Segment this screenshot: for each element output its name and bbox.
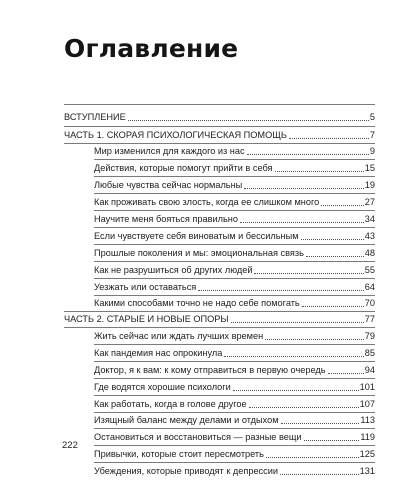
entry-title: ВСТУПЛЕНИЕ (64, 112, 126, 122)
dot-leader (289, 138, 369, 139)
page-number: 222 (62, 440, 78, 451)
divider (94, 227, 375, 228)
toc-entry (94, 247, 375, 259)
toc-entry (94, 297, 375, 309)
dot-leader (304, 440, 360, 441)
dot-leader (198, 290, 363, 291)
dot-leader (306, 256, 364, 257)
dot-leader (249, 407, 359, 408)
entry-title: Доктор, я к вам: к кому отправиться в первую очередь (94, 365, 326, 375)
entry-page: 101 (359, 382, 375, 392)
divider (94, 210, 375, 211)
toc-entry (94, 347, 375, 359)
dot-leader (128, 120, 369, 121)
divider (94, 445, 375, 446)
toc-entry-part-1 (64, 129, 375, 141)
entry-title: Убеждения, которые приводят к депрессии (94, 466, 279, 476)
entry-page: 131 (359, 466, 375, 476)
entry-page: 34 (364, 214, 375, 224)
entry-title: Действия, которые помогут прийти в себя (94, 163, 273, 173)
toc-entry (94, 431, 375, 443)
entry-page: 48 (364, 248, 375, 258)
entry-page: 64 (364, 282, 375, 292)
divider (94, 378, 375, 379)
toc-entry (94, 281, 375, 293)
entry-title: Любые чувства сейчас нормальны (94, 180, 243, 190)
toc-heading: Оглавление (64, 34, 239, 63)
dot-leader (224, 356, 363, 357)
toc-entry (94, 230, 375, 242)
entry-page: 113 (360, 415, 375, 425)
divider (94, 278, 375, 279)
entry-page: 7 (369, 130, 375, 140)
dot-leader (231, 322, 364, 323)
entry-page: 107 (359, 399, 375, 409)
divider (94, 412, 375, 413)
entry-title: Как пандемия нас опрокинула (94, 348, 223, 358)
divider (94, 295, 375, 296)
entry-page: 19 (364, 180, 375, 190)
entry-page: 77 (364, 314, 375, 324)
dot-leader (266, 457, 359, 458)
entry-title: Если чувствуете себя виноватым и бессильным (94, 231, 299, 241)
entry-title: Мир изменился для каждого из нас (94, 146, 245, 156)
toc-entry (94, 448, 375, 460)
toc-entry (94, 414, 375, 426)
entry-title: Жить сейчас или ждать лучших времен (94, 331, 264, 341)
entry-title: Научите меня бояться правильно (94, 214, 238, 224)
entry-title: ЧАСТЬ 2. СТАРЫЕ И НОВЫЕ ОПОРЫ (64, 314, 229, 324)
toc-entry (94, 145, 375, 157)
toc-entry (94, 364, 375, 376)
entry-title: Уезжать или оставаться (94, 282, 197, 292)
divider (94, 395, 375, 396)
entry-title: Где водятся хорошие психологи (94, 382, 231, 392)
divider (94, 193, 375, 194)
divider (64, 104, 375, 105)
dot-leader (244, 188, 363, 189)
dot-leader (321, 205, 364, 206)
entry-page: 70 (364, 298, 375, 308)
dot-leader (281, 423, 360, 424)
entry-page: 9 (369, 146, 375, 156)
dot-leader (265, 339, 364, 340)
dot-leader (233, 390, 359, 391)
divider (64, 126, 375, 127)
entry-page: 43 (364, 231, 375, 241)
divider (94, 361, 375, 362)
entry-title: Изящный баланс между делами и отдыхом (94, 415, 279, 425)
entry-title: Как не разрушиться об других людей (94, 265, 253, 275)
toc-entry-intro (64, 111, 375, 123)
divider (64, 327, 375, 328)
entry-title: Какими способами точно не надо себе помогать (94, 298, 300, 308)
toc-entry (94, 213, 375, 225)
toc-entry (94, 179, 375, 191)
toc-entry (94, 196, 375, 208)
entry-page: 125 (359, 449, 375, 459)
entry-page: 55 (364, 265, 375, 275)
dot-leader (280, 474, 359, 475)
divider (64, 311, 375, 312)
divider (94, 159, 375, 160)
dot-leader (275, 171, 364, 172)
dot-leader (254, 273, 363, 274)
toc-entry (94, 465, 375, 477)
entry-page: 85 (364, 348, 375, 358)
entry-title: ЧАСТЬ 1. СКОРАЯ ПСИХОЛОГИЧЕСКАЯ ПОМОЩЬ (64, 130, 287, 140)
divider (94, 462, 375, 463)
entry-page: 79 (364, 331, 375, 341)
entry-page: 15 (364, 163, 375, 173)
entry-title: Как проживать свою злость, когда ее слишком много (94, 197, 320, 207)
entry-title: Привычки, которые стоит пересмотреть (94, 449, 264, 459)
entry-page: 119 (360, 432, 375, 442)
toc-entry-part-2 (64, 313, 375, 325)
toc-entry (94, 264, 375, 276)
toc-entry (94, 398, 375, 410)
entry-title: Как работать, когда в голове другое (94, 399, 247, 409)
dot-leader (328, 373, 364, 374)
divider (94, 344, 375, 345)
dot-leader (301, 239, 364, 240)
entry-title: Прошлые поколения и мы: эмоциональная связь (94, 248, 304, 258)
divider (94, 428, 375, 429)
toc-entry (94, 381, 375, 393)
entry-page: 5 (369, 112, 375, 122)
dot-leader (247, 154, 369, 155)
divider (64, 143, 375, 144)
divider (94, 261, 375, 262)
divider (94, 244, 375, 245)
dot-leader (302, 306, 364, 307)
entry-title: Остановиться и восстановиться — разные вещи (94, 432, 302, 442)
dot-leader (240, 222, 364, 223)
entry-page: 94 (364, 365, 375, 375)
divider (94, 176, 375, 177)
entry-page: 27 (364, 197, 375, 207)
toc-entry (94, 330, 375, 342)
toc-entry (94, 162, 375, 174)
